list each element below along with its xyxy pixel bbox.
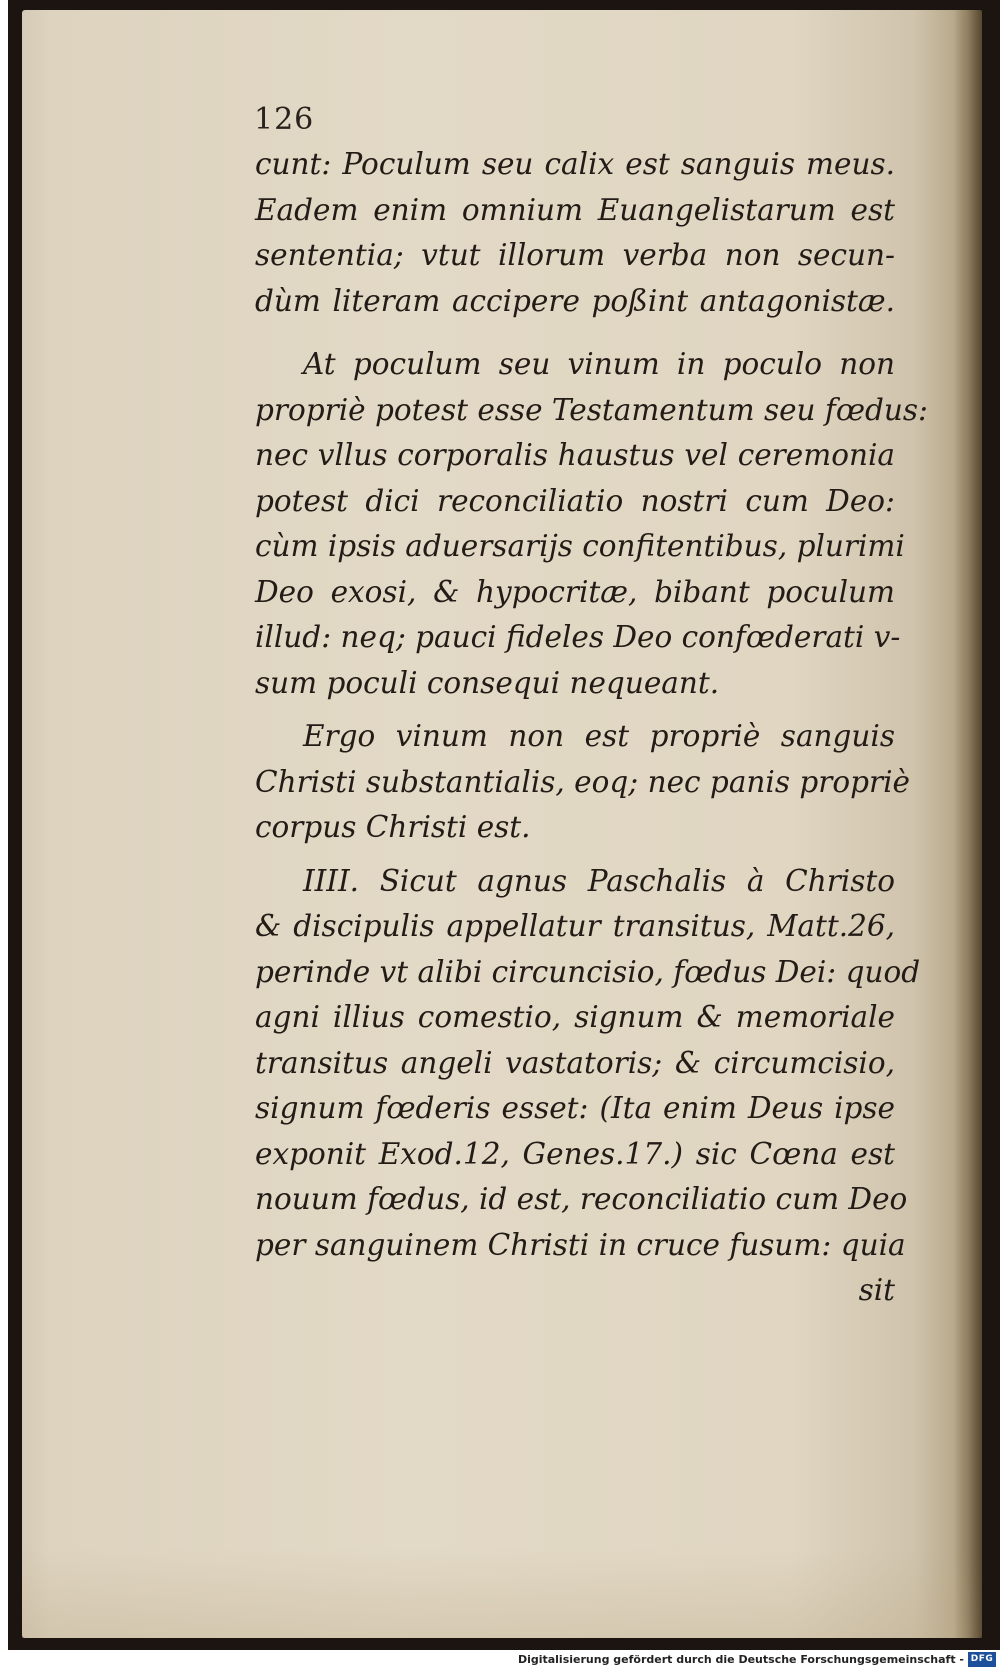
text-line: Eadem enim omnium Euangelistarum est <box>255 192 895 227</box>
text-line: perinde vt alibi circuncisio, fœdus Dei: quod <box>255 954 921 989</box>
text-line: cunt: Poculum seu calix est sanguis meus. <box>255 147 895 181</box>
paragraph-1 <box>255 142 895 324</box>
page-gutter-shadow <box>954 10 982 1638</box>
catchword: sit <box>858 1273 895 1307</box>
text-line: nouum fœdus, id est, reconciliatio cum Deo <box>255 1182 908 1216</box>
text-line: & discipulis appellatur transitus, Matt.26, <box>255 909 895 943</box>
text-line: illud: neq; pauci fideles Deo confœderati v- <box>255 620 901 654</box>
text-line: Ergo vinum non est propriè sanguis <box>303 719 895 753</box>
text-line: sententia; vtut illorum verba non secun- <box>255 238 895 272</box>
text-line: sum poculi consequi nequeant. <box>255 665 720 700</box>
text-line: per sanguinem Christi in cruce fusum: quia <box>255 1227 906 1262</box>
funding-credit: Digitalisierung gefördert durch die Deutsche Forschungsgemeinschaft - <box>517 1653 964 1666</box>
text-line: IIII. Sicut agnus Paschalis à Christo <box>303 863 895 898</box>
text-line: propriè potest esse Testamentum seu fœdus: <box>255 392 928 427</box>
page-stain <box>22 1548 982 1638</box>
page-number: 126 <box>254 102 315 137</box>
paragraph-3 <box>255 714 910 851</box>
text-line: dùm literam accipere poßint antagonistæ. <box>255 283 895 318</box>
text-line: Christi substantialis, eoq; nec panis propriè <box>255 764 910 799</box>
text-line: Deo exosi, & hypocritæ, bibant poculum <box>255 574 895 609</box>
paragraph-4 <box>255 859 921 1269</box>
text-line: transitus angeli vastatoris; & circumcisio, <box>255 1045 895 1080</box>
text-line: agni illius comestio, signum & memoriale <box>255 1000 895 1034</box>
page-body-text <box>255 142 928 1314</box>
text-line: potest dici reconciliatio nostri cum Deo: <box>255 483 895 518</box>
paragraph-2 <box>255 342 928 706</box>
text-line: cùm ipsis aduersarijs confitentibus, plurimi <box>255 529 905 563</box>
text-line: exponit Exod.12, Genes.17.) sic Cœna est <box>255 1136 895 1171</box>
text-line: nec vllus corporalis haustus vel ceremonia <box>255 438 895 472</box>
text-line: signum fœderis esset: (Ita enim Deus ipse <box>255 1091 895 1125</box>
text-line: At poculum seu vinum in poculo non <box>303 347 895 381</box>
dfg-logo-icon: DFG <box>968 1652 996 1667</box>
text-line: corpus Christi est. <box>255 810 531 844</box>
